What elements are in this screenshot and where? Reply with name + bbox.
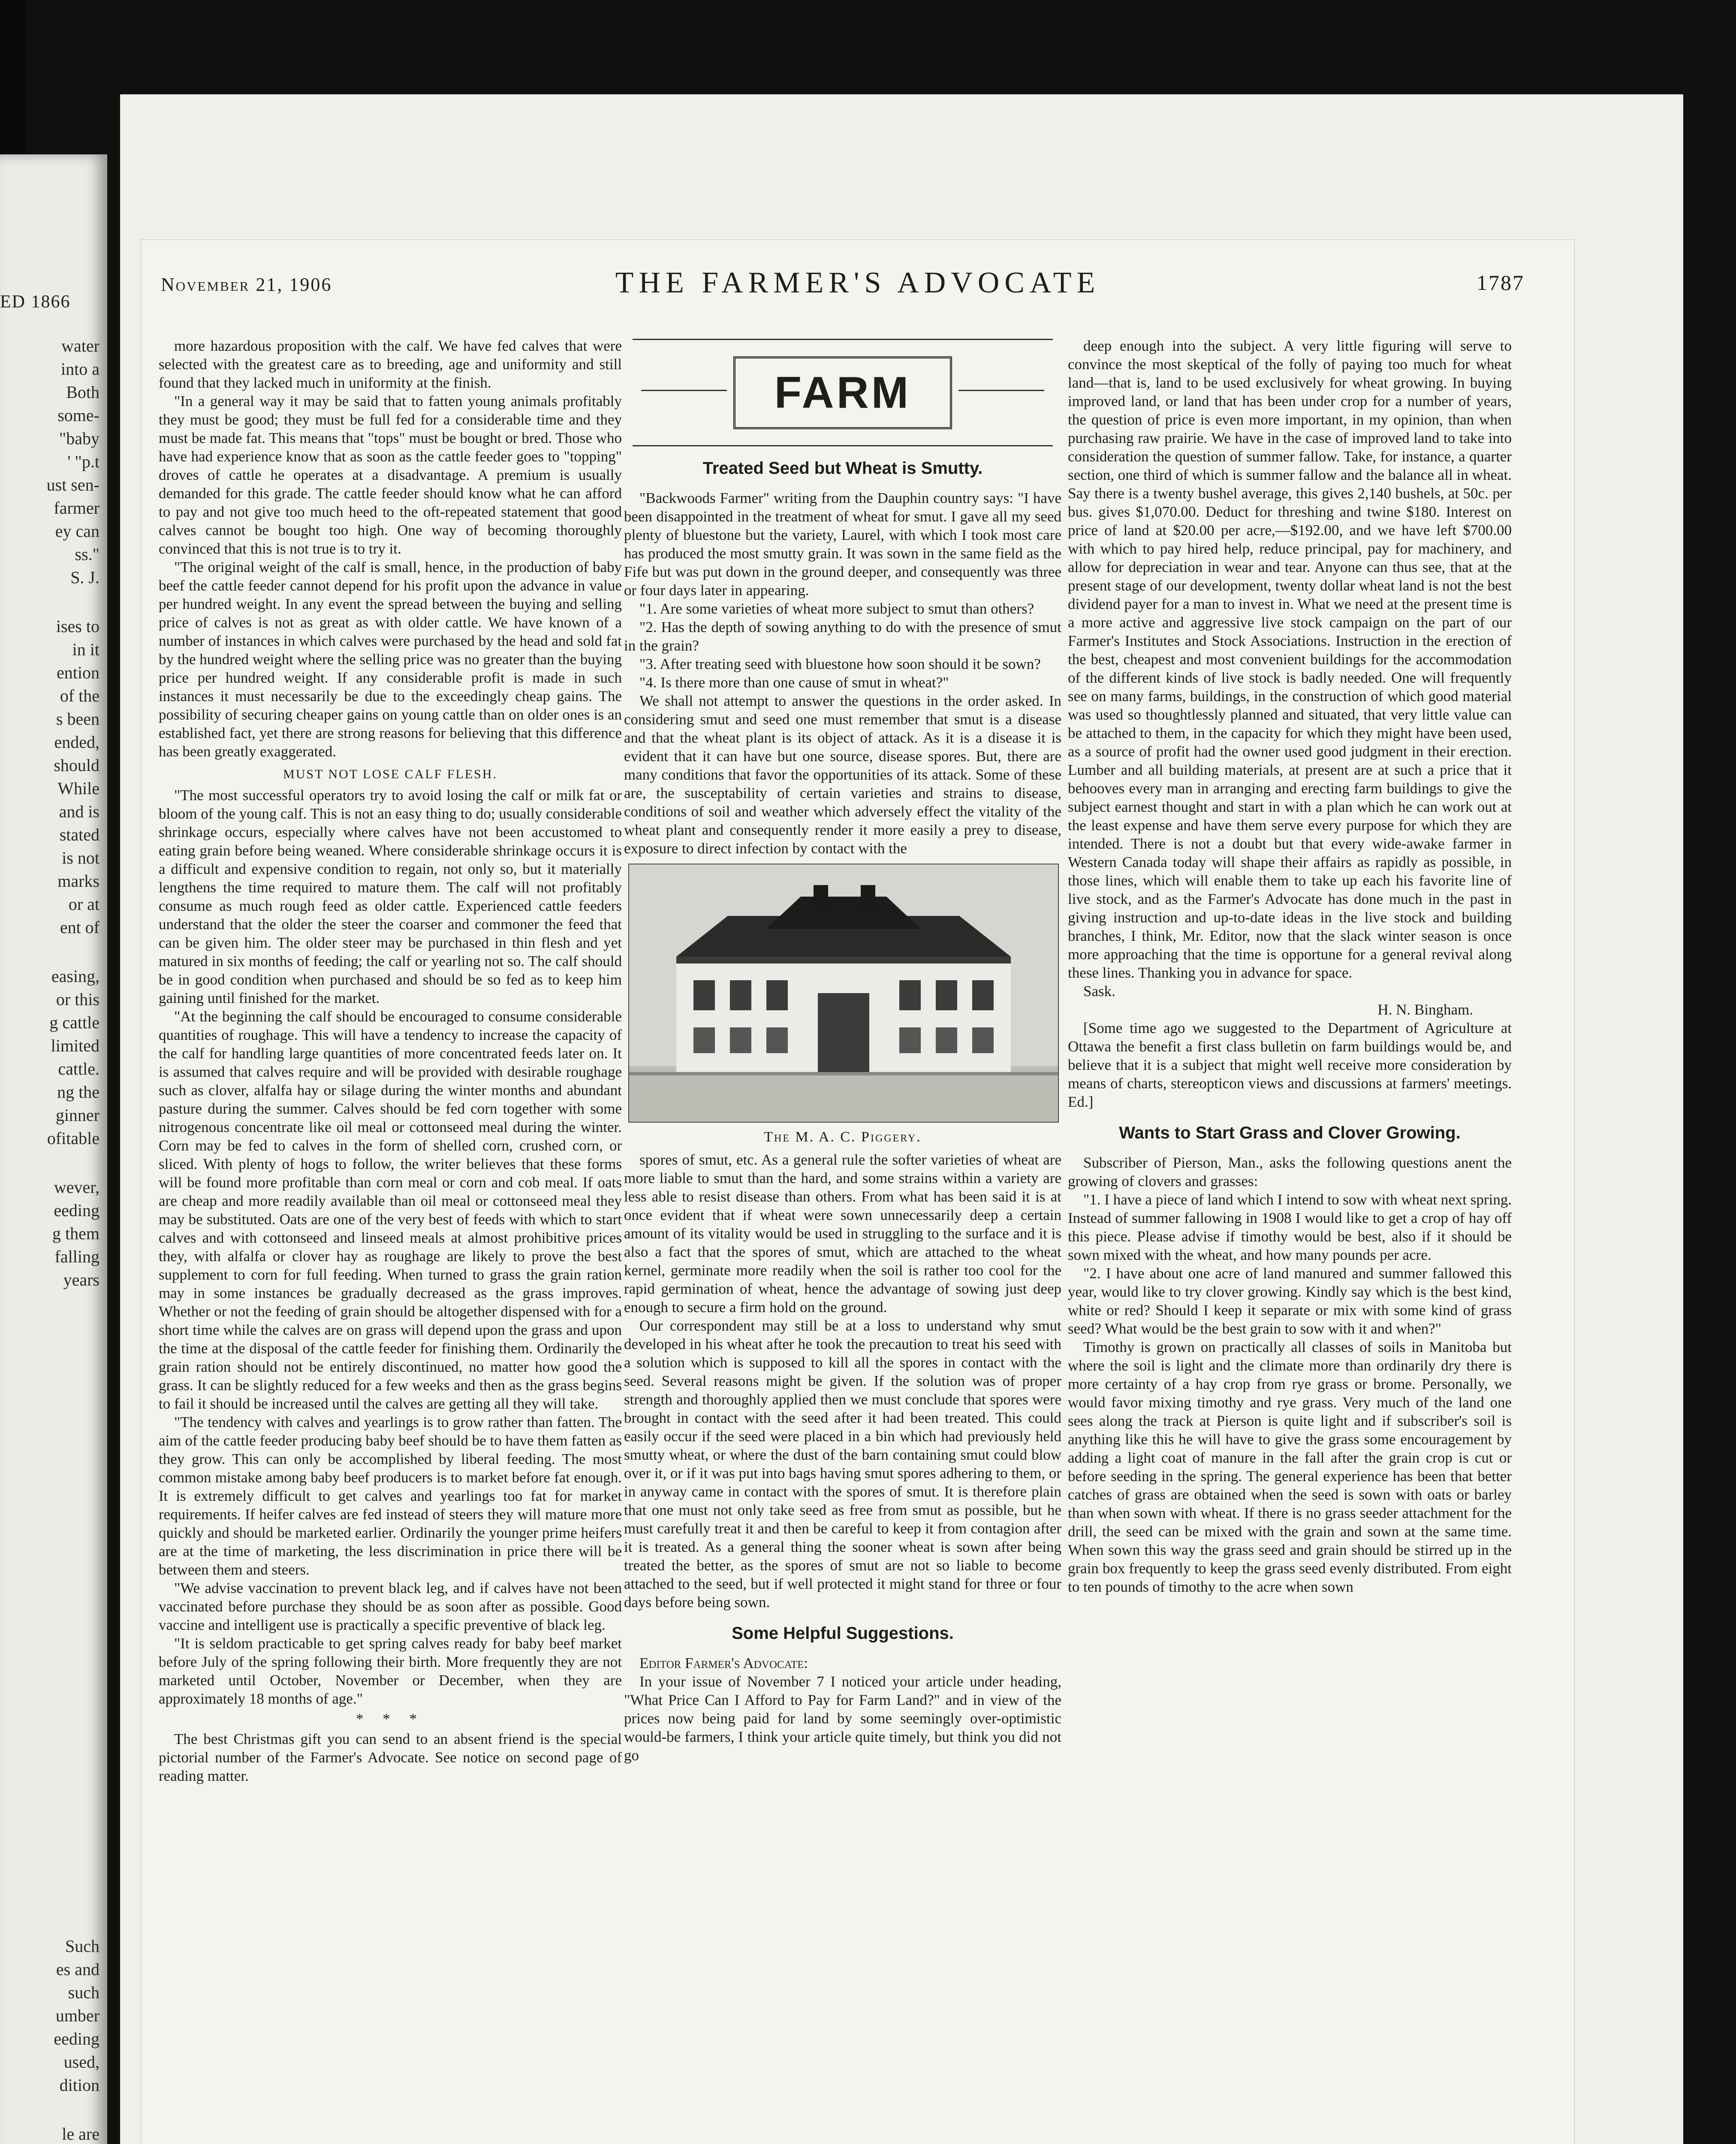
facing-page-fragment-line: ' "p.t xyxy=(67,452,99,471)
facing-page-fragment-line: S. J. xyxy=(70,568,99,587)
paragraph: "Backwoods Farmer" writing from the Dauphin country says: "I have been disappointed in the treatment of wheat for smut. I gave all my seed plenty of bluestone but the variety, Laurel, with which I took most care has produced the most smutty grain. It was sown in the same field as the Fife but was put down in the ground deeper, and consequently was three or four days later in appearing. xyxy=(624,490,1061,599)
facing-page-fragment-line: ey can xyxy=(55,521,99,541)
facing-page-fragment-line: ention xyxy=(57,663,99,682)
facing-page-fragment xyxy=(0,154,107,2144)
journal-title: THE FARMER'S ADVOCATE xyxy=(615,266,1100,299)
facing-page-fragment-line: dition xyxy=(59,2075,99,2095)
column-3 xyxy=(1068,337,1512,2144)
facing-page-fragment-line: water xyxy=(61,336,99,355)
facing-page-fragment-line: s been xyxy=(56,709,99,729)
facing-page-fragment-line: ng the xyxy=(57,1082,99,1102)
paragraph: "The most successful operators try to avoid losing the calf or milk fat or bloom of the young calf. This is not an easy thing to do; usually considerable shrinkage occurs, especially where calves have not been accustomed to eating grain before being weaned. Where considerable shrinkage occurs it is a difficult and expensive condition to regain, not only so, but it materially lengthens the time required to mature them. The calf will not profitably consume as much rough feed as older cattle. Experienced cattle feeders understand that the older the steer the coarser and commoner the feed that can be given him. The older steer may be purchased in thin flesh and yet matured in six months of feeding; the calf or yearling not so. The calf should be in good condition when purchased and should be so fed as to keep him gaining until finished for the market. xyxy=(159,787,622,1006)
paragraph: "We advise vaccination to prevent black leg, and if calves have not been vaccinated before purchase they should be as soon after as possible. Good vaccine and intelligent use is practically a specific preventive of black leg. xyxy=(159,1580,622,1633)
facing-page-fragment-line: g cattle xyxy=(49,1013,99,1032)
article-title: Wants to Start Grass and Clover Growing. xyxy=(1119,1123,1461,1142)
facing-page-fragment-line: used, xyxy=(63,2052,99,2072)
facing-page-fragment-line: falling xyxy=(54,1247,99,1266)
facing-page-fragment-line: limited xyxy=(51,1036,99,1055)
article-title: Treated Seed but Wheat is Smutty. xyxy=(702,459,983,478)
banner-rule xyxy=(958,390,1044,391)
facing-page-fragment-line: or this xyxy=(56,990,99,1009)
banner-text: FARM xyxy=(774,368,911,418)
paragraph: deep enough into the subject. A very little figuring will serve to convince the most skeptical of the folly of paying too much for wheat land—that is, land to be used exclusively for wheat growing. In buying improved land, or land that has been under crop for a number of years, the question of price is even more important, in my opinion, than when purchasing raw prairie. We have in the case of improved land to take into consideration the question of summer fallow. Take, for instance, a quarter section, one third of which is summer fallow and the balance all in wheat. Say there is a twenty bushel average, this gives 2,140 bushels, at 50c. per bus. gives $1,070.00. Deduct for threshing and twine $180. Interest on price of land at $20.00 per acre,—$192.00, and we have left $700.00 with which to pay hired help, reduce principal, pay for machinery, and allow for depreciation in wear and tear. Anyone can thus see, that at the present stage of our development, twenty dollar wheat land is not the best dividend payer for a man to invest in. What we need at the present time is a more active and aggressive live stock campaign on the part of our Farmer's Institutes and Stock Associations. Instruction in the erection of the best, cheapest and most convenient buildings for the accommodation of the different kinds of live stock is badly needed. One will frequently see on many farms, buildings, in the construction of which good material was used so thoughtlessly planned and situated, that very little value can be attached to them, in the capacity for which they might have been used, as a source of profit had the owner used good judgment in their erection. Lumber and all building materials, at present are at such a price that it behooves every man in arranging and erecting farm buildings to give the subject earnest thought and start in with a plan which he can work out at the least expense and have them serve every purpose for which they are intended. There is not a doubt but that every wide-awake farmer in Western Canada today will shape their affairs as rapidly as possible, in those lines, which will enable them to take up each his favorite line of live stock, and as the Farmer's Advocate has done much in the past in giving instruction and up-to-date ideas in the live stock and building branches, I think, Mr. Editor, now that the slack winter season is once more approaching that the time is opportune for a general revival along these lines. Thanking you in advance for space. xyxy=(1068,337,1512,981)
issue-date: November 21, 1906 xyxy=(161,274,332,295)
figure-caption: The M. A. C. Piggery. xyxy=(764,1129,922,1145)
facing-page-fragment-line: umber xyxy=(55,2006,99,2025)
paragraph: "In a general way it may be said that to fatten young animals profitably they must be good; they must be full fed for a considerable time and they must be made fat. This means that "tops" must be bought or bred. Those who have had experience know that as soon as the cattle feeder goes to "topping" droves of cattle he operates at a disadvantage. A premium is usually demanded for this grade. The cattle feeder should know what he can afford to pay and not give too much heed to the oft-repeated statement that good calves cannot be bought too high. One way of becoming thoroughly convinced that this is not true is to try it. xyxy=(159,393,622,557)
paragraph: "2. Has the depth of sowing anything to do with the presence of smut in the grain? xyxy=(624,619,1061,654)
facing-page-fragment-line: marks xyxy=(57,871,99,891)
paragraph: Our correspondent may still be at a loss to understand why smut developed in his wheat after he took the precaution to treat his seed with a solution which is supposed to kill all the spores in contact with the seed. Several reasons might be given. If the solution was of proper strength and thoroughly applied then we must conclude that spores were brought in contact with the seed after it had been treated. This could easily occur if the seed were placed in a bin which had previously held smutty wheat, or where the dust of the barn containing smut could blow over it, or if it was put into bags having smut spores adhering to them, or in anyway came in contact with the spores of smut. It is therefore plain that one must not only take seed as free from smut as possible, but he must carefully treat it and then be careful to keep it from contagion after it is treated. As a general thing the sooner wheat is sown after being treated the better, as the spores of smut are not so liable to become attached to the seed, but if well protected it might stand for three or four days before being sown. xyxy=(624,1317,1061,1611)
facing-page-fragment-line: some- xyxy=(57,406,99,425)
banner-rule xyxy=(641,390,727,391)
barn-illustration xyxy=(629,864,1058,1122)
facing-page-fragment-line: or at xyxy=(68,894,99,914)
piggery-figure xyxy=(628,864,1057,1146)
section-banner xyxy=(633,339,1053,446)
paragraph: "It is seldom practicable to get spring calves ready for baby beef market before July of the spring following their birth. More frequently they are not marketed until October, November or December, when they are approximately 18 months of age." xyxy=(159,1635,622,1707)
page-number: 1787 xyxy=(1477,271,1525,295)
facing-page-fragment-line: ust sen- xyxy=(46,475,99,494)
paragraph: "At the beginning the calf should be encouraged to consume considerable quantities of roughage. This will have a tendency to increase the capacity of the calf for handling large quantities of more concentrated feeds later on. It is assumed that calves require and will be provided with desirable roughage such as clover, alfalfa hay or silage during the winter months and abundant pasture during the summer. Calves should be fed corn together with some nitrogenous concentrate like oil meal or cottonseed meal during the winter. Corn may be fed to calves in the form of shelled corn, crushed corn, or sliced. With plenty of hogs to follow, the writer believes that these forms will be found more profitable than corn meal or corn and cob meal. If oats are cheap and more readily available than oil meal or cottonseed meal they may be substituted. Oats are one of the very best of feeds with which to start calves and with cottonseed and linseed meals at almost prohibitive prices they, with alfalfa or clover hay as roughage are likely to prove the best supplement to corn for full feeding. When turned to grass the grain ration may in some instances be gradually decreased as the grass improves. Whether or not the feeding of grain should be altogether dispensed with for a short time while the calves are on grass will depend upon the grass and upon the time at the disposal of the cattle feeder for finishing them. Ordinarily the grain ration should not be entirely discontinued, no matter how good the grass. It can be slightly reduced for a few weeks and then as the grass begins to fail it should be increased until the calves are getting all they will take. xyxy=(159,1008,622,1412)
editor-note: [Some time ago we suggested to the Department of Agriculture at Ottawa the benefit a first class bulletin on farm buildings would be, and believe that it is a subject that might well receive more consideration by means of charts, stereopticon views and discussions at farmers' meetings. Ed.] xyxy=(1068,1020,1512,1110)
facing-page-fragment-line: farmer xyxy=(54,498,99,518)
signature-place-text: Sask. xyxy=(1083,983,1115,1000)
column-1 xyxy=(159,337,622,2144)
article-title: Some Helpful Suggestions. xyxy=(732,1624,954,1643)
christmas-notice: The best Christmas gift you can send to an absent friend is the special pictorial number of the Farmer's Advocate. See notice on second page of reading matter. xyxy=(159,1731,622,1784)
facing-page-fragment-line: wever, xyxy=(54,1177,99,1197)
newspaper-page xyxy=(142,240,1574,2144)
paragraph: spores of smut, etc. As a general rule the softer varieties of wheat are more liable to smut than the hard, and some strains within a variety are less able to resist disease than others. From what has been said it is at once evident that if wheat were sown unnecessarily deep a certain amount of its vitality would be used in struggling to the surface and it is also a fact that the spores of smut, which are attached to the wheat kernel, germinate more readily when the soil is rather too cool for the rapid germination of wheat, hence the advantage of sowing just deep enough to secure a firm hold on the ground. xyxy=(624,1151,1061,1316)
paragraph: "The original weight of the calf is small, hence, in the production of baby beef the cattle feeder cannot depend for his profit upon the advance in value per hundred weight. In any event the spread between the buying and selling price of calves is not as great as with older cattle. We have known of a number of instances in which calves were purchased by the head and sold fat by the hundred weight where the selling price was no greater than the buying price per hundred weight. If any considerable profit is made in such instances it must necessarily be due to the exceedingly cheap gains. The possibility of securing cheaper gains on young cattle than on older ones is an established fact, yet there are strong reasons for believing that this difference has been greatly exaggerated. xyxy=(159,559,622,760)
facing-page-fragment-line: g them xyxy=(52,1224,99,1243)
signature-place xyxy=(1068,982,1512,1000)
paragraph: "1. Are some varieties of wheat more subject to smut than others? xyxy=(639,600,1034,617)
paragraph: Timothy is grown on practically all classes of soils in Manitoba but where the soil is light and the climate more than ordinarily dry there is more certainty of a hay crop from rye grass or brome. Personally, we would favor mixing timothy and rye grass. Very much of the land one sees along the track at Pierson is quite light and if subscriber's soil is anything like this he will have to give the grass some encouragement by adding a light coat of manure in the fall after the grain crop is cut or before seeding in the spring. The general experience has been that better catches of grass are obtained when the seed is sown with oats or barley than when sown with wheat. If there is no grass seeder attachment for the drill, the seed can be mixed with the grain and sown at the same time. When sown this way the grass seed and grain should be stirred up in the grain box frequently to keep the grass seed evenly distributed. From eight to ten pounds of timothy to the acre when sown xyxy=(1068,1339,1512,1595)
facing-page-fragment-line: ent of xyxy=(60,918,99,937)
facing-page-header: ED 1866 xyxy=(0,292,71,312)
signature-name: H. N. Bingham. xyxy=(1377,1001,1473,1018)
facing-page-fragment-line: and is xyxy=(59,802,99,821)
column-2 xyxy=(624,337,1061,2144)
paragraph: more hazardous proposition with the calf. We have fed calves that were selected with the greatest care as to breeding, age and uniformity and still found that they lacked much in uniformity at the finish. xyxy=(159,337,622,391)
facing-page-fragment-line: easing, xyxy=(51,967,99,986)
facing-page-fragment-line: should xyxy=(54,756,99,775)
facing-page-fragment-line: of the xyxy=(60,686,99,705)
facing-page-fragment-line: stated xyxy=(59,825,99,844)
facing-page-fragment-line: is not xyxy=(62,848,99,867)
facing-page-fragment-line: "baby xyxy=(59,429,99,448)
facing-page-fragment-line: eeding xyxy=(54,2029,99,2048)
piggery-photo xyxy=(628,864,1059,1123)
facing-page-fragment-line: such xyxy=(68,1983,99,2002)
section-separator: * * * xyxy=(356,1710,425,1727)
facing-page-fragment-line: ended, xyxy=(54,732,99,752)
facing-page-fragment-line: While xyxy=(57,779,99,798)
subheading: MUST NOT LOSE CALF FLESH. xyxy=(283,767,497,781)
facing-page-fragment-line: es and xyxy=(56,1960,99,1979)
facing-page-fragment-line: eeding xyxy=(54,1201,99,1220)
facing-page-fragment-line: ises to xyxy=(56,617,99,636)
paragraph: We shall not attempt to answer the questions in the order asked. In considering smut and seed one must remember that smut is a disease and that the wheat plant is its object of attack. As it is a disease it is evident that it can have but one source, disease spores. But, there are many conditions that favor the opportunities of its attack. Some of these are, the susceptability of certain varieties and strains to disease, conditions of soil and weather which adversely effect the vitality of the wheat plant and consequently render it more easily a prey to disease, exposure to direct infection by contact with the xyxy=(624,693,1061,857)
paragraph: "4. Is there more than one cause of smut in wheat?" xyxy=(639,674,949,691)
paragraph: "3. After treating seed with bluestone how soon should it be sown? xyxy=(639,656,1041,672)
banner-box xyxy=(733,356,952,429)
facing-page-fragment-line: into a xyxy=(61,359,99,379)
facing-page-fragment-line: ginner xyxy=(55,1105,99,1125)
facing-page-fragment-line: Such xyxy=(65,1936,99,1956)
facing-page-fragment-line: ss." xyxy=(75,545,99,564)
paragraph: "The tendency with calves and yearlings is to grow rather than fatten. The aim of the cattle feeder producing baby beef should be to have them fatten as they grow. This can only be accomplished by liberal feeding. The most common mistake among baby beef producers is to market before fat enough. It is extremely difficult to get calves and yearlings too fat for market requirements. If heifer calves are fed instead of steers they will mature more quickly and should be marketed earlier. Ordinarily the younger prime heifers are at the time of marketing, the less discrimination in price there will be between them and steers. xyxy=(159,1414,622,1578)
salutation: Editor Farmer's Advocate: xyxy=(639,1655,808,1671)
paragraph: "2. I have about one acre of land manured and summer fallowed this year, would like to try clover growing. Kindly say which is the best kind, white or red? Should I keep it separate or mix with some kind of grass seed? What would be the best grain to sow with it and when?" xyxy=(1068,1265,1512,1337)
facing-page-fragment-line: in it xyxy=(72,640,99,659)
facing-page-fragment-line: ofitable xyxy=(47,1129,99,1148)
paragraph: "1. I have a piece of land which I intend to sow with wheat next spring. Instead of summer fallowing in 1908 I would like to get a crop of hay off this piece. Please advise if timothy would be best, also if it should be sown mixed with the wheat, and how many pounds per acre. xyxy=(1068,1191,1512,1263)
facing-page-fragment-line: le are xyxy=(62,2124,99,2144)
paragraph: Subscriber of Pierson, Man., asks the following questions anent the growing of clovers and grasses: xyxy=(1068,1154,1512,1189)
facing-page-fragment-line: Both xyxy=(66,382,99,402)
paragraph: In your issue of November 7 I noticed your article under heading, "What Price Can I Afford to Pay for Farm Land?" and in view of the prices now being paid for land by some seemingly over-optimistic would-be farmers, I think your article quite timely, but think you did not go xyxy=(624,1673,1061,1764)
facing-page-fragment-line: cattle. xyxy=(58,1059,99,1078)
facing-page-fragment-line: years xyxy=(63,1270,99,1289)
